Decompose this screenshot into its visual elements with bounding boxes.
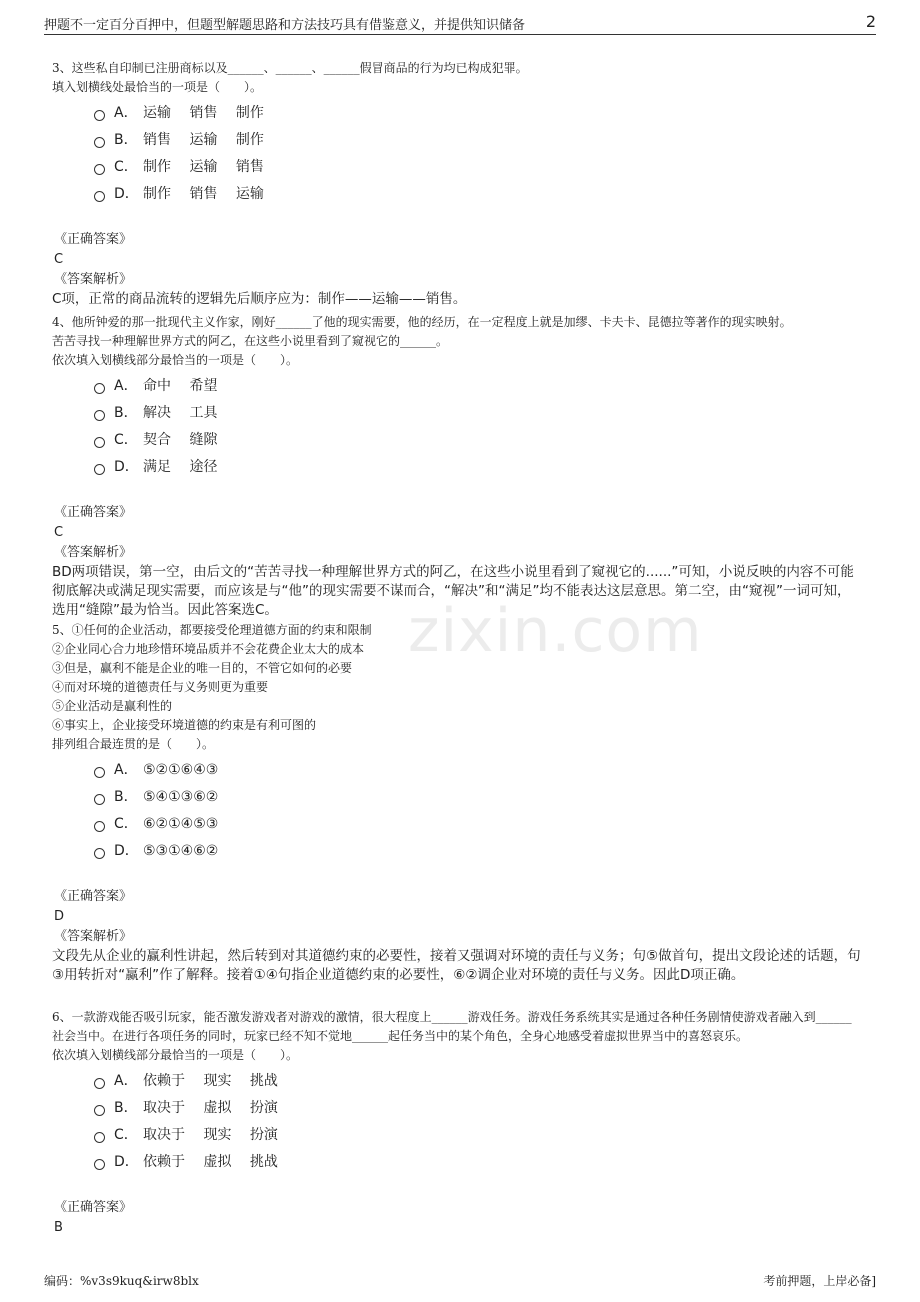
radio-icon[interactable] (94, 1105, 105, 1116)
radio-icon[interactable] (94, 137, 105, 148)
option-letter: A． (114, 762, 138, 778)
page-header (44, 12, 876, 35)
option-letter: D． (114, 186, 139, 202)
analysis-label: 《答案解析》 (54, 929, 133, 944)
question-4 (52, 313, 862, 620)
options (52, 759, 862, 867)
option-d[interactable] (52, 1151, 862, 1178)
answer-block (52, 887, 862, 985)
option-letter: C． (114, 432, 138, 448)
option-letter: B． (114, 405, 138, 421)
option-letter: C． (114, 816, 138, 832)
option-letter: D． (114, 459, 139, 475)
question-instruction: 依次填入划横线部分最恰当的一项是（ ）。 (52, 1048, 299, 1062)
option-letter: A． (114, 105, 138, 121)
analysis-text: 文段先从企业的赢利性讲起，然后转到对其道德约束的必要性，接着又强调对环境的责任与义务；句⑤做首句，提出文段论述的话题，句③用转折对“赢利”作了解释。接着①④句指企业道德约束的必要性，⑥②调企业对环境的责任与义务。因此D项正确。 (52, 948, 861, 983)
radio-icon[interactable] (94, 410, 105, 421)
option-c[interactable] (52, 813, 862, 840)
option-letter: D． (114, 1154, 139, 1170)
option-text: ⑥②①④⑤③ (143, 816, 219, 832)
question-5 (52, 621, 862, 985)
option-letter: B． (114, 1100, 138, 1116)
option-letter: B． (114, 789, 138, 805)
option-text: ⑤②①⑥④③ (143, 762, 219, 778)
options (52, 102, 862, 210)
question-stem: 3、这些私自印制已注册商标以及______、______、______假冒商品的行为均已构成犯罪。 (52, 61, 528, 75)
option-letter: C． (114, 159, 138, 175)
option-a[interactable] (52, 1070, 862, 1097)
question-instruction: 排列组合最连贯的是（ ）。 (52, 737, 215, 751)
question-stem-line: ⑤企业活动是赢利性的 (52, 699, 173, 713)
question-stem-line: 5、①任何的企业活动，都要接受伦理道德方面的约束和限制 (52, 623, 372, 637)
radio-icon[interactable] (94, 1078, 105, 1089)
option-text: 制作 运输 销售 (143, 159, 264, 175)
option-a[interactable] (52, 102, 862, 129)
radio-icon[interactable] (94, 464, 105, 475)
answer-value: D (54, 909, 65, 924)
document-code: 编码：%v3s9kuq&irw8blx (44, 1274, 199, 1288)
option-letter: B． (114, 132, 138, 148)
radio-icon[interactable] (94, 383, 105, 394)
option-b[interactable] (52, 129, 862, 156)
analysis-label: 《答案解析》 (54, 545, 133, 560)
option-text: 取决于 虚拟 扮演 (143, 1100, 278, 1116)
question-stem-line: 苦苦寻找一种理解世界方式的阿乙，在这些小说里看到了窥视它的______。 (52, 334, 449, 348)
option-text: ⑤④①③⑥② (143, 789, 219, 805)
question-3 (52, 59, 862, 309)
option-text: 解决 工具 (143, 405, 218, 421)
answer-block (52, 1198, 862, 1238)
option-text: 销售 运输 制作 (143, 132, 264, 148)
answer-block (52, 230, 862, 309)
option-d[interactable] (52, 840, 862, 867)
footer-slogan: 考前押题，上岸必备] (763, 1274, 876, 1288)
option-text: 依赖于 虚拟 挑战 (143, 1154, 278, 1170)
option-c[interactable] (52, 1124, 862, 1151)
question-6 (52, 1008, 862, 1238)
option-letter: D． (114, 843, 139, 859)
radio-icon[interactable] (94, 848, 105, 859)
radio-icon[interactable] (94, 110, 105, 121)
radio-icon[interactable] (94, 437, 105, 448)
option-text: 依赖于 现实 挑战 (143, 1073, 278, 1089)
option-text: 取决于 现实 扮演 (143, 1127, 278, 1143)
question-instruction: 依次填入划横线部分最恰当的一项是（ ）。 (52, 353, 299, 367)
answer-label: 《正确答案》 (54, 889, 133, 904)
answer-value: B (54, 1220, 63, 1235)
option-c[interactable] (52, 156, 862, 183)
option-a[interactable] (52, 759, 862, 786)
answer-value: C (54, 252, 64, 267)
options (52, 375, 862, 483)
option-d[interactable] (52, 456, 862, 483)
analysis-text: BD两项错误，第一空，由后文的“苦苦寻找一种理解世界方式的阿乙，在这些小说里看到了窥视它的......”可知，小说反映的内容不可能彻底解决或满足现实需要，而应该是与“他”的现实需要不谋而合，“解决”和“满足”均不能表达这层意思。第二空，由“窥视”一词可知，选用“缝隙”最为恰当。因此答案选C。 (52, 564, 854, 618)
page-number: 2 (865, 12, 876, 31)
options (52, 1070, 862, 1178)
watermark: zixin.com (408, 596, 703, 666)
answer-label: 《正确答案》 (54, 505, 133, 520)
option-text: 命中 希望 (143, 378, 218, 394)
option-b[interactable] (52, 786, 862, 813)
option-b[interactable] (52, 402, 862, 429)
answer-label: 《正确答案》 (54, 1200, 133, 1215)
header-title: 押题不一定百分百押中，但题型解题思路和方法技巧具有借鉴意义，并提供知识储备 (44, 18, 526, 33)
radio-icon[interactable] (94, 821, 105, 832)
radio-icon[interactable] (94, 1132, 105, 1143)
question-instruction: 填入划横线处最恰当的一项是（ ）。 (52, 80, 263, 94)
option-letter: C． (114, 1127, 138, 1143)
radio-icon[interactable] (94, 191, 105, 202)
page-footer (44, 1268, 876, 1288)
radio-icon[interactable] (94, 1159, 105, 1170)
question-stem: 4、他所钟爱的那一批现代主义作家，刚好______了他的现实需要，他的经历，在一定程度上就是加缪、卡夫卡、昆德拉等著作的现实映射。 (52, 315, 792, 329)
answer-label: 《正确答案》 (54, 232, 133, 247)
option-text: 契合 缝隙 (143, 432, 218, 448)
question-stem-line: ⑥事实上，企业接受环境道德的约束是有利可图的 (52, 718, 317, 732)
option-a[interactable] (52, 375, 862, 402)
radio-icon[interactable] (94, 794, 105, 805)
question-stem: 6、一款游戏能否吸引玩家，能否激发游戏者对游戏的激情，很大程度上______游戏任务。游戏任务系统其实是通过各种任务剧情使游戏者融入到______社会当中。在进行各项任务的同时，玩家已经不知不觉地______起任务当中的某个角色，全身心地感受着虚拟世界当中的喜怒哀乐。 (52, 1010, 852, 1043)
option-text: 满足 途径 (143, 459, 218, 475)
option-text: 运输 销售 制作 (143, 105, 264, 121)
question-stem-line: ③但是，赢利不能是企业的唯一目的，不管它如何的必要 (52, 661, 353, 675)
option-b[interactable] (52, 1097, 862, 1124)
option-c[interactable] (52, 429, 862, 456)
analysis-label: 《答案解析》 (54, 272, 133, 287)
option-letter: A． (114, 378, 138, 394)
radio-icon[interactable] (94, 164, 105, 175)
analysis-text: C项，正常的商品流转的逻辑先后顺序应为：制作——运输——销售。 (52, 291, 467, 307)
question-stem-line: ④而对环境的道德责任与义务则更为重要 (52, 680, 269, 694)
option-text: 制作 销售 运输 (143, 186, 264, 202)
question-stem-line: ②企业同心合力地珍惜环境品质并不会花费企业太大的成本 (52, 642, 365, 656)
option-text: ⑤③①④⑥② (143, 843, 219, 859)
answer-block (52, 503, 862, 620)
radio-icon[interactable] (94, 767, 105, 778)
option-letter: A． (114, 1073, 138, 1089)
answer-value: C (54, 525, 64, 540)
option-d[interactable] (52, 183, 862, 210)
